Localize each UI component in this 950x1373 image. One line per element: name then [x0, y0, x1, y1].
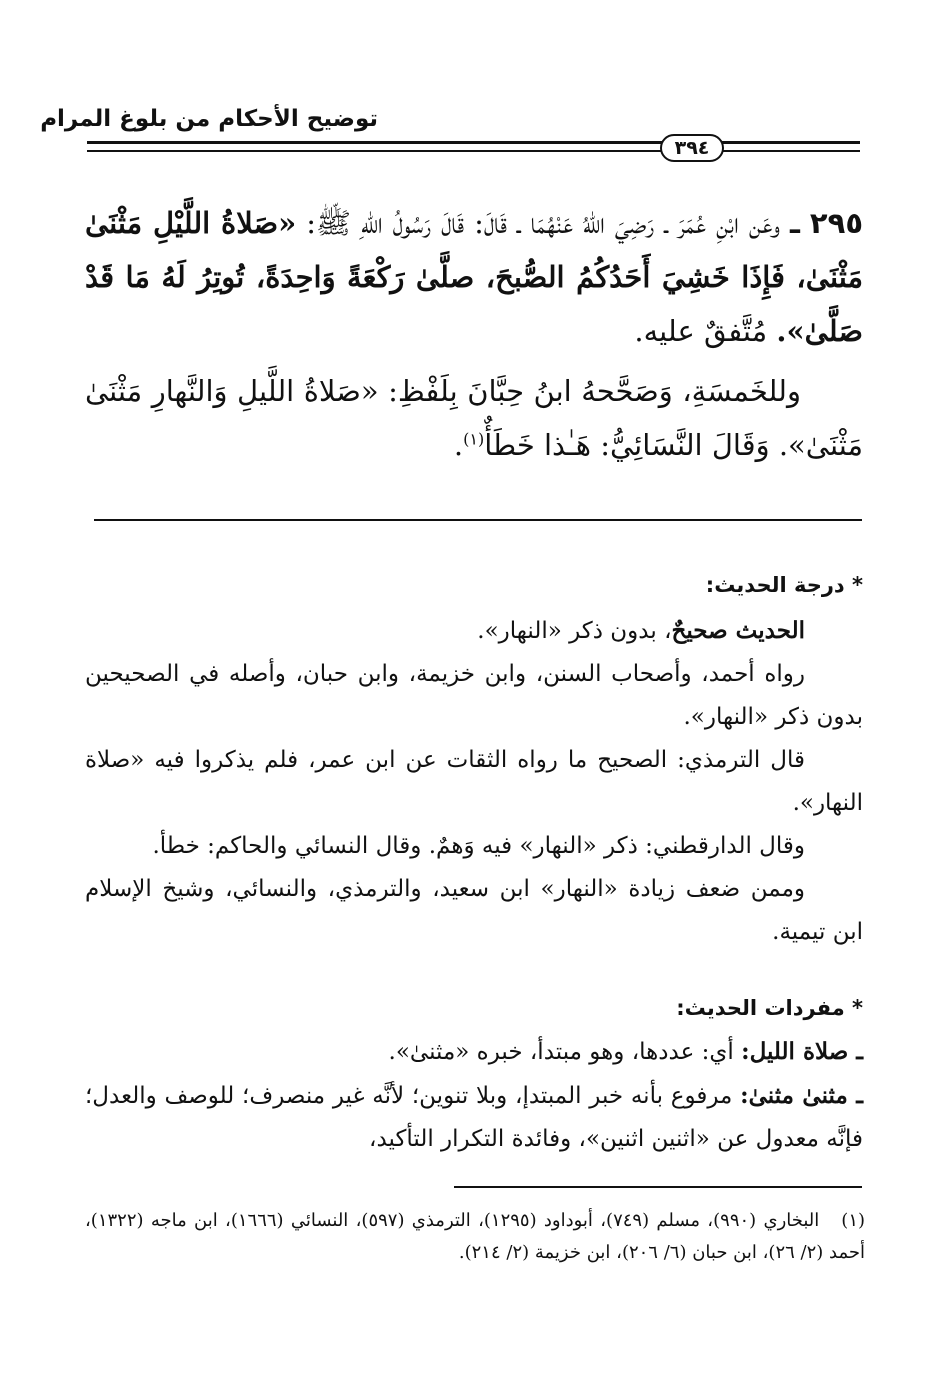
section-separator — [94, 519, 862, 521]
vocabulary-definition-2: مرفوع بأنه خبر المبتدإ، وبلا تنوين؛ لأنَّه غير منصرف؛ للوصف والعدل؛ فإنَّه معدول عن «اثنين اثنين»، وفائدة التكرار التأكيد، — [85, 1083, 863, 1152]
hadith-number: ٢٩٥ — [809, 206, 864, 240]
page-number: ٣٩٤ — [660, 134, 724, 162]
footnote-text: البخاري (٩٩٠)، مسلم (٧٤٩)، أبوداود (١٢٩٥)، الترمذي (٥٩٧)، النسائي (١٦٦٦)، ابن ماجه (١٣٢٢)، أحمد (٢/ ٢٦)، ابن حبان (٦/ ٢٠٦)، ابن خزيمة (٢/ ٢١٤). — [85, 1210, 865, 1263]
running-title: توضيح الأحكام من بلوغ المرام — [40, 106, 378, 132]
hadith-number-dash: ـ — [790, 206, 800, 240]
vocabulary-entry-1 — [85, 1030, 863, 1074]
grade-heading: * درجة الحديث: — [705, 573, 863, 597]
grade-verdict-bold: الحديث صحيحٌ — [671, 617, 805, 644]
footnote-reference: (١) — [463, 429, 485, 449]
hadith-variant-paragraph — [85, 364, 863, 472]
header-rule-bottom — [87, 150, 860, 152]
vocabulary-entry-2 — [85, 1074, 863, 1161]
grade-paragraph-4: وممن ضعف زيادة «النهار» ابن سعيد، والترمذي، والنسائي، وشيخ الإسلام ابن تيمية. — [85, 876, 863, 945]
footnote-marker: (١) — [841, 1210, 866, 1231]
hadith-variant-text: وللخَمسَةِ، وَصَحَّحهُ ابنُ حِبَّانَ بِلَفْظِ: «صَلاةُ اللَّيلِ وَالنَّهارِ مَثْنَىٰ مَثْنَىٰ». وَقَالَ النَّسَائِيُّ: هَـٰذا خَطَأٌ — [85, 374, 863, 462]
grade-verdict — [85, 609, 863, 653]
hadith-block — [85, 196, 863, 472]
vocabulary-section — [85, 987, 863, 1161]
hadith-matn: «صَلاةُ اللَّيْلِ مَثْنَىٰ مَثْنَىٰ، فَإِذَا خَشِيَ أَحَدُكُمُ الصُّبحَ، صلَّىٰ رَكْعَةً وَاحِدَةً، تُوتِرُ لَهُ مَا قَدْ صَلَّىٰ». — [85, 206, 863, 348]
grade-paragraph-1: رواه أحمد، وأصحاب السنن، وابن خزيمة، وابن حبان، وأصله في الصحيحين بدون ذكر «النهار». — [85, 661, 863, 730]
footnote — [85, 1205, 865, 1269]
grade-section — [85, 564, 863, 954]
vocabulary-heading: * مفردات الحديث: — [676, 996, 863, 1020]
header-rule-top — [87, 141, 860, 144]
hadith-isnad: وعَن ابْنِ عُمَرَ ـ رَضِيَ اللهُ عَنْهُمَا ـ قَالَ: قَالَ رَسُولُ اللهِ ﷺ: — [296, 206, 781, 240]
hadith-takhrij: مُتَّفقٌ عليه. — [634, 314, 777, 348]
grade-paragraph-2: قال الترمذي: الصحيح ما رواه الثقات عن ابن عمر، فلم يذكروا فيه «صلاة النهار». — [85, 747, 863, 816]
hadith-variant-end: . — [453, 428, 464, 462]
footnote-rule — [454, 1186, 862, 1188]
hadith-paragraph — [85, 196, 863, 358]
vocabulary-definition-1: أي: عددها، وهو مبتدأ، خبره «مثنىٰ». — [388, 1039, 742, 1065]
grade-paragraph-3: وقال الدارقطني: ذكر «النهار» فيه وَهمٌ. وقال النسائي والحاكم: خطأ. — [152, 833, 805, 859]
grade-verdict-rest: ، بدون ذكر «النهار». — [477, 618, 672, 644]
vocabulary-term-1: ـ صلاة الليل: — [741, 1038, 863, 1065]
vocabulary-term-2: ـ مثنىٰ مثنىٰ: — [740, 1082, 863, 1109]
